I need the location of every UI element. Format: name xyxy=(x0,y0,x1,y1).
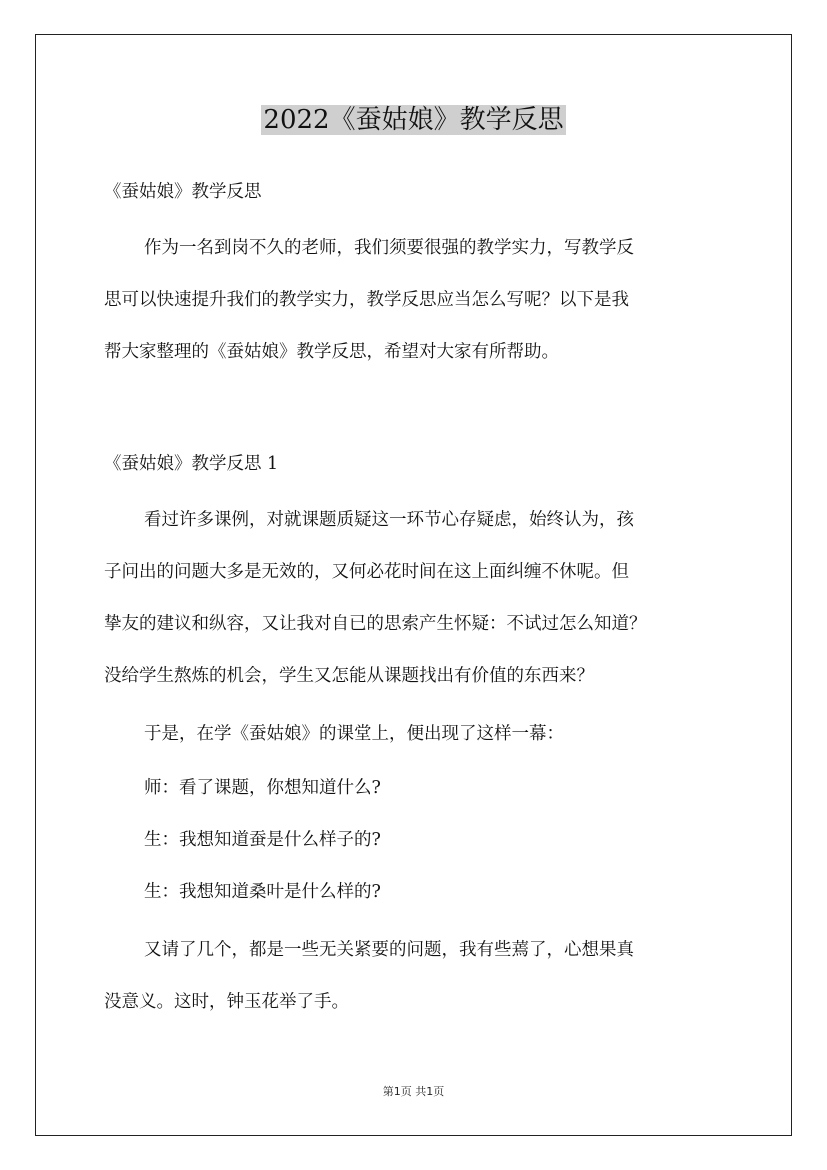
dialogue-line: 生：我想知道桑叶是什么样的? xyxy=(144,882,381,902)
intro-line: 帮大家整理的《蚕姑娘》教学反思，希望对大家有所帮助。 xyxy=(104,342,559,362)
intro-line: 作为一名到岗不久的老师，我们须要很强的教学实力，写教学反 xyxy=(144,238,634,258)
document-title xyxy=(0,100,827,140)
paragraph-line: 子问出的问题大多是无效的，又何必花时间在这上面纠缠不休呢。但 xyxy=(104,562,629,582)
section-heading-text: 《蚕姑娘》教学反思 1 xyxy=(104,454,279,474)
paragraph-line: 没给学生熬炼的机会，学生又怎能从课题找出有价值的东西来？ xyxy=(104,666,594,686)
paragraph-line: 挚友的建议和纵容，又让我对自已的思索产生怀疑：不试过怎么知道？ xyxy=(104,614,647,634)
section-paragraph-2 xyxy=(104,708,754,760)
section-heading xyxy=(104,438,754,490)
dialogue-line: 师：看了课题，你想知道什么? xyxy=(144,778,381,798)
paragraph-line: 没意义。这时，钟玉花举了手。 xyxy=(104,992,349,1012)
paragraph-line: 于是，在学《蚕姑娘》的课堂上，便出现了这样一幕： xyxy=(144,724,564,744)
intro-paragraph xyxy=(104,222,754,378)
section-paragraph-3 xyxy=(104,924,754,1028)
intro-line: 思可以快速提升我们的教学实力，教学反思应当怎么写呢？以下是我 xyxy=(104,290,629,310)
page-footer: 第1页 共1页 xyxy=(382,1085,445,1098)
paragraph-line: 又请了几个，都是一些无关紧要的问题，我有些蔫了，心想果真 xyxy=(144,940,634,960)
section-paragraph-1 xyxy=(104,494,754,702)
document-title-text: 2022《蚕姑娘》教学反思 xyxy=(263,105,564,135)
dialogue-block xyxy=(104,762,754,918)
subtitle-text: 《蚕姑娘》教学反思 xyxy=(104,182,262,202)
paragraph-line: 看过许多课例，对就课题质疑这一环节心存疑虑，始终认为，孩 xyxy=(144,510,634,530)
dialogue-line: 生：我想知道蚕是什么样子的? xyxy=(144,830,381,850)
subtitle xyxy=(104,166,754,218)
